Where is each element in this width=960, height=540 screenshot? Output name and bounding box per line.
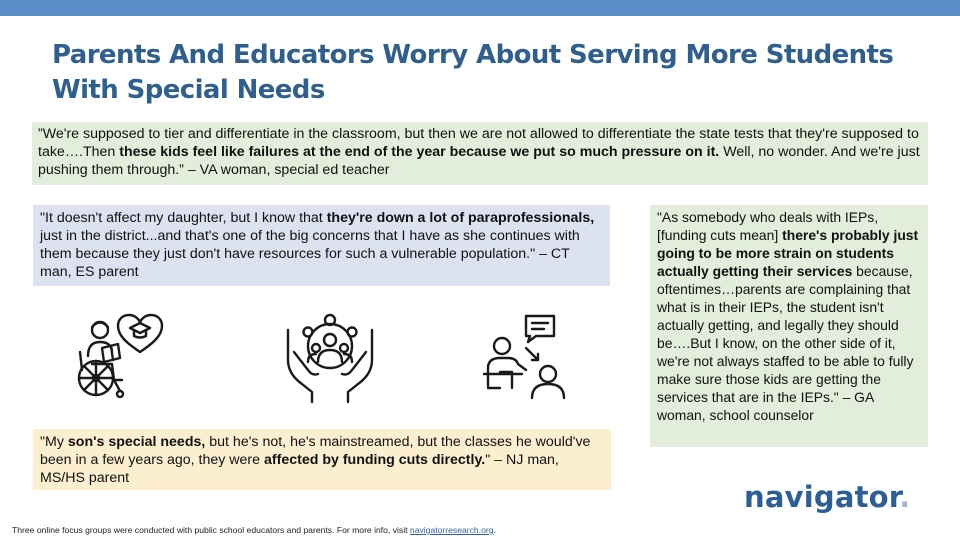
page-title: Parents And Educators Worry About Serving More Students With Special Needs <box>52 40 894 105</box>
wheelchair-student-heart-icon <box>70 312 166 400</box>
quote-ga-counselor <box>650 205 928 447</box>
footer-link[interactable]: navigatorresearch.org <box>409 525 494 535</box>
quote-text: just in the district...and that's one of the big concerns that I have as she continues with them because they just don't have resources for such a vulnerable population." – CT man, ES parent <box>40 228 580 280</box>
quote-va-teacher <box>32 122 928 185</box>
quote-emphasis: there's probably just going to be more strain on students actually getting their services <box>657 227 919 279</box>
quote-ct-parent <box>33 205 610 286</box>
quote-text: but he's not, he's mainstreamed, but the classes he would've been in a few years ago, they were <box>40 434 591 468</box>
logo-dot: . <box>899 480 911 514</box>
top-accent-bar <box>0 0 960 16</box>
quote-emphasis: these kids feel like failures at the end of the year because we put so much pressure on it. <box>119 144 720 160</box>
navigator-logo <box>744 480 910 514</box>
quote-text: Well, no wonder. And we're just pushing them through.” – VA woman, special ed teacher <box>38 144 920 178</box>
quote-text: " – NJ man, MS/HS parent <box>40 452 559 486</box>
footer-note <box>12 525 496 535</box>
hands-holding-people-icon <box>282 312 378 404</box>
quote-emphasis: affected by funding cuts directly. <box>263 452 486 468</box>
quote-nj-parent <box>33 429 611 490</box>
quote-emphasis: son's special needs, <box>67 434 206 450</box>
teacher-student-chat-icon <box>482 312 578 402</box>
logo-text: navigator <box>744 480 900 514</box>
footer-end: . <box>493 525 496 535</box>
quote-text: "My <box>40 434 68 450</box>
quote-text: ”We're supposed to tier and differentiate in the classroom, but then we are not allowed to differentiate the state tests that they're supposed to take….Then <box>38 126 919 160</box>
quote-emphasis: they're down a lot of paraprofessionals, <box>326 210 595 226</box>
quote-text: "It doesn't affect my daughter, but I know that <box>40 210 327 226</box>
quote-text: "As somebody who deals with IEPs, [funding cuts mean] <box>657 209 879 243</box>
quote-text: because, oftentimes…parents are complaining that what is in their IEPs, the student isn't actually getting, and legally they should be….But I know, on the other side of it, we're not always staffed to be able to fully make sure those kids are getting the services that are in the IEPs." – GA woman, school counselor <box>657 263 914 423</box>
footer-text: Three online focus groups were conducted with public school educators and parents. For more info, visit <box>12 525 410 535</box>
